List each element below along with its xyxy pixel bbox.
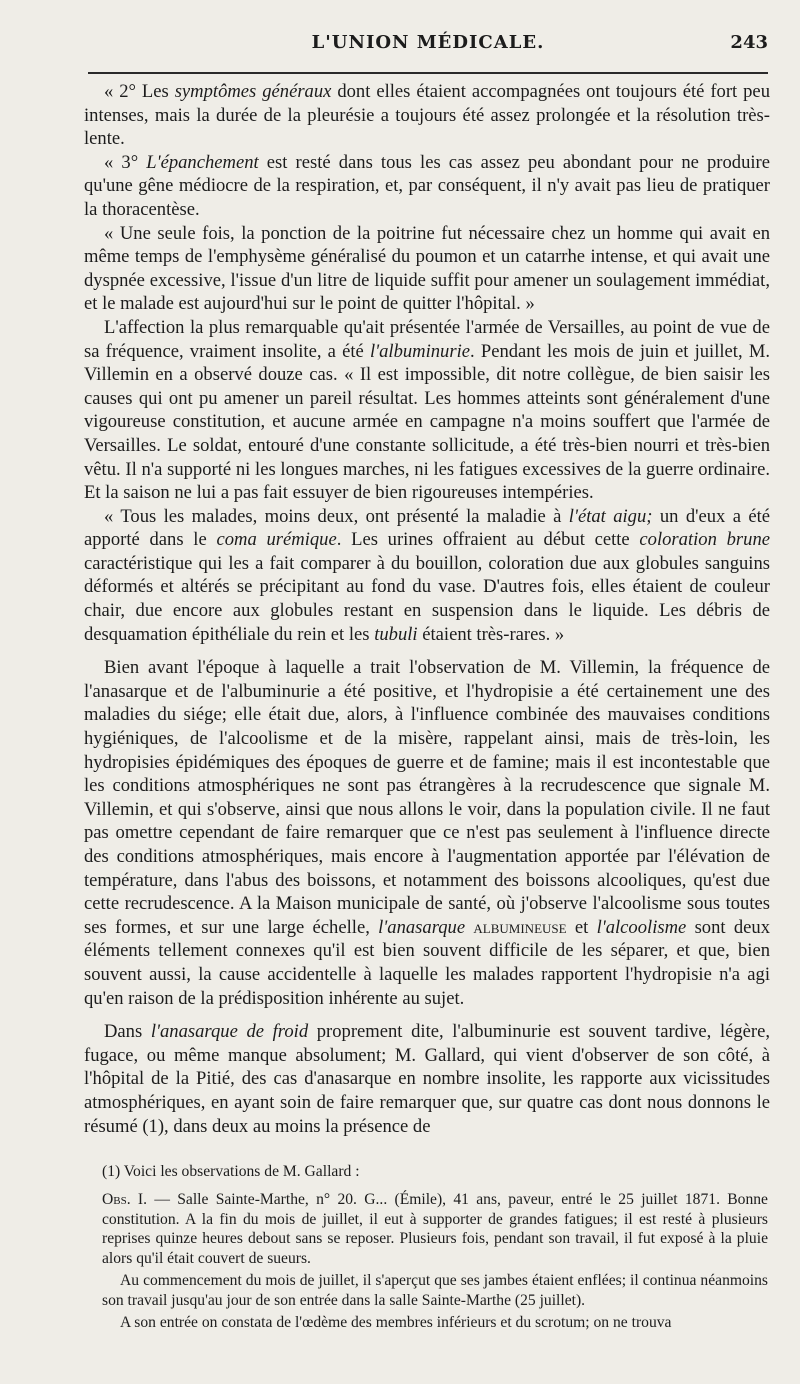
paragraph: L'affection la plus remarquable qu'ait présentée l'armée de Versailles, au point de vue de sa fréquence, vraiment insolite, a été l'albuminurie. Pendant les mois de juin et juillet, M. Villemin en a observé douze cas. « Il est impossible, dit notre collègue, de bien saisir les causes qui ont pu amener un pareil résultat. Les hommes atteints sont généralement d'une vigoureuse constitution, et aucune armée en campagne n'a moins souffert que l'armée de Versailles. Le soldat, entouré d'une constante sollicitude, a été très-bien nourri et très-bien vêtu. Il n'a supporté ni les longues marches, ni les fatigues excessives de la guerre ordinaire. Et la saison ne lui a pas fait essuyer de bien rigoureuses intempéries. [84,316,770,504]
smallcaps-span: Obs. I. [102,1190,148,1208]
header-rule [88,72,768,74]
paragraph: « Une seule fois, la ponction de la poitrine fut nécessaire chez un homme qui avait en même temps de l'emphysème généralisé du poumon et un catarrhe intense, et qui avait une dyspnée excessive, l'issue d'un litre de liquide suffit pour amener un soulagement immédiat, et le malade est aujourd'hui sur le point de quitter l'hôpital. » [84,222,770,315]
italic-span: l'anasarque de froid [150,1021,309,1043]
footnotes [102,1162,768,1332]
paragraph: Dans l'anasarque de froid proprement dite, l'albuminurie est souvent tardive, légère, fugace, ou même manque absolument; M. Gallard, qui vient d'observer de son côté, à l'hôpital de la Pitié, des cas d'anasarque en nombre insolite, les rapporte aux vicissitudes atmosphériques, en ayant soin de faire remarquer que, sur quatre cas dont nous donnons le résumé (1), dans deux au moins la présence de [84,1021,771,1137]
italic-span: l'albuminurie [369,340,471,362]
paragraph: « 2° Les symptômes généraux dont elles étaient accompagnées ont toujours été fort peu intenses, mais la durée de la pleurésie a toujours été assez prolongée et la résolution très-lente. [84,81,770,150]
italic-span: l'alcoolisme [596,916,687,938]
smallcaps-span: albumineuse [473,916,567,938]
italic-span: l'anasarque [378,916,466,938]
paragraph: « Tous les malades, moins deux, ont présenté la maladie à l'état aigu; un d'eux a été apporté dans le coma urémique. Les urines offraient au début cette coloration brune caractéristique qui les a fait comparer à du bouillon, coloration due aux globules sanguins déformés et altérés se précipitant au fond du vase. D'autres fois, elles étaient de couleur chair, due encore aux globules restant en suspension dans le liquide. Les débris de desquamation épithéliale du rein et les tubuli étaient très-rares. » [84,505,771,645]
italic-span: tubuli [374,623,418,645]
footnote-paragraph: Obs. I. — Salle Sainte-Marthe, n° 20. G... (Émile), 41 ans, paveur, entré le 25 juillet 1871. Bonne constitution. A la fin du mois de juillet, il eut à supporter de grandes fatigues; il est resté à plusieurs reprises quinze heures debout sans se reposer. Plusieurs fois, pendant son travail, il fut exposé à la pluie alors qu'il était couvert de sueurs. [102,1190,768,1268]
italic-span: coma urémique [216,529,337,551]
italic-span: L'épanchement [146,151,259,173]
running-title: L'UNION MÉDICALE. [311,32,545,53]
page-header [88,32,768,62]
italic-span: coloration brune [639,529,771,551]
paragraph: « 3° L'épanchement est resté dans tous les cas assez peu abondant pour ne produire qu'une gêne médiocre de la respiration, et, par conséquent, il n'y avait pas lieu de pratiquer la thoracentèse. [84,151,771,220]
italic-span: l'état aigu; [568,505,653,527]
footnote-paragraph: A son entrée on constata de l'œdème des membres inférieurs et du scrotum; on ne trouva [120,1313,672,1331]
main-text [84,80,770,1138]
italic-span: symptômes généraux [174,81,332,102]
footnote-paragraph: Au commencement du mois de juillet, il s'aperçut que ses jambes étaient enflées; il continua néanmoins son travail jusqu'au jour de son entrée dans la salle Sainte-Marthe (25 juillet). [102,1271,768,1309]
footnote-intro: (1) Voici les observations de M. Gallard : [102,1163,360,1180]
page-number: 243 [730,32,768,53]
paragraph: Bien avant l'époque à laquelle a trait l'observation de M. Villemin, la fréquence de l'anasarque et de l'albuminurie a été positive, et l'hydropisie a été certainement une des maladies du siége; elle était due, alors, à l'influence combinée des mauvaises conditions hygiéniques, de l'alcoolisme et de la misère, rappelant ainsi, mais de très-loin, les hydropisies épidémiques des époques de guerre et de famine; mais il est incontestable que les conditions atmosphériques ne sont pas étrangères à la recrudescence que signale M. Villemin, et qui s'observe, ainsi que nous allons le voir, dans la population civile. Il ne faut pas omettre cependant de faire remarquer que ce n'est pas seulement à l'influence directe des conditions atmosphériques, mais encore à l'augmentation apportée par l'élévation de température, dans l'abus des boissons, et notamment des boissons alcooliques, qu'est due cette recrudescence. A la Maison municipale de santé, où j'observe l'alcoolisme sous toutes ses formes, et sur une large échelle, l'anasarque albumineuse et l'alcoolisme sont deux éléments tellement connexes qu'il est bien souvent difficile de les séparer, et que, bien souvent aussi, la cause accidentelle à laquelle les malades rapportent l'hydropisie n'a agi qu'en raison de la prédisposition inhérente au sujet. [84,657,770,1009]
